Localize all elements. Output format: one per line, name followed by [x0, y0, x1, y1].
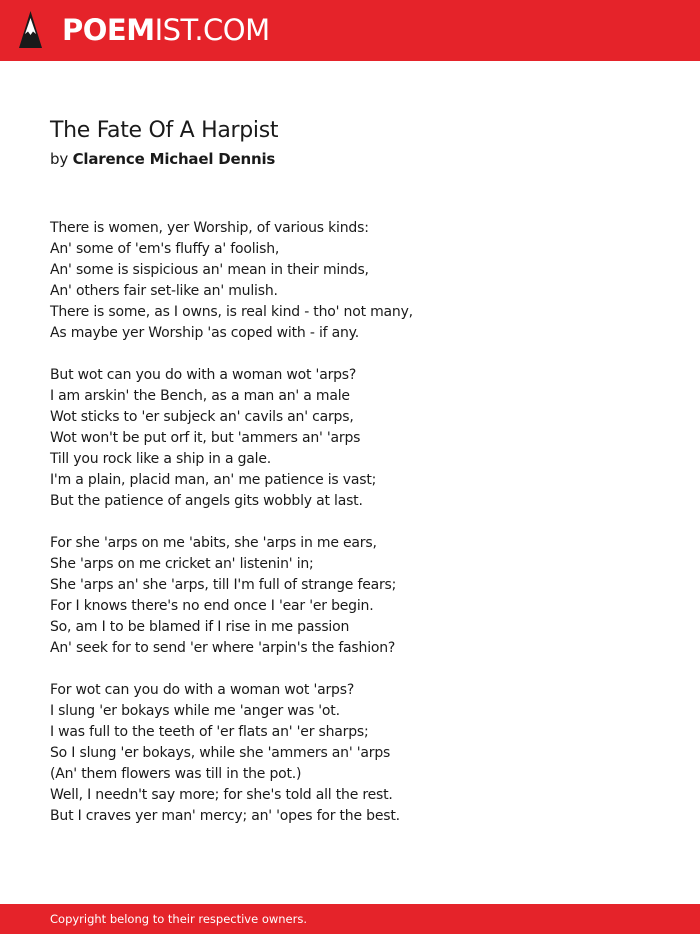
- poem-byline: [50, 149, 275, 169]
- poem-line: Till you rock like a ship in a gale.: [50, 451, 272, 467]
- poem-body: [50, 218, 670, 848]
- poem-line: (An' them flowers was till in the pot.): [50, 766, 302, 782]
- poem-line: An' others fair set-like an' mulish.: [50, 283, 278, 299]
- site-header: [0, 0, 700, 61]
- poem-line: Well, I needn't say more; for she's told all the rest.: [50, 787, 393, 803]
- site-footer: [0, 904, 700, 934]
- poem-line: Wot sticks to 'er subjeck an' cavils an' carps,: [50, 409, 354, 425]
- copyright-text: Copyright belong to their respective owners.: [50, 912, 308, 926]
- poem-line: For I knows there's no end once I 'ear 'er begin.: [50, 598, 374, 614]
- poem-title: The Fate Of A Harpist: [50, 118, 279, 143]
- poem-line: She 'arps on me cricket an' listenin' in;: [50, 556, 314, 572]
- poem-line: I slung 'er bokays while me 'anger was 'ot.: [50, 703, 340, 719]
- poem-author: Clarence Michael Dennis: [72, 150, 276, 168]
- logo-text-bold: POEM: [62, 13, 155, 47]
- poem-stanza: [50, 533, 670, 659]
- poem-line: As maybe yer Worship 'as coped with - if any.: [50, 325, 360, 341]
- poem-line: There is women, yer Worship, of various kinds:: [50, 220, 369, 236]
- poem-line: She 'arps an' she 'arps, till I'm full of strange fears;: [50, 577, 397, 593]
- poem-line: But the patience of angels gits wobbly at last.: [50, 493, 363, 509]
- site-logo[interactable]: [62, 12, 270, 48]
- poem-line: An' some of 'em's fluffy a' foolish,: [50, 241, 280, 257]
- by-label: by: [50, 150, 68, 168]
- poem-line: So I slung 'er bokays, while she 'ammers an' 'arps: [50, 745, 391, 761]
- poem-stanza: [50, 365, 670, 512]
- poem-line: But wot can you do with a woman wot 'arps?: [50, 367, 357, 383]
- poem-stanza: [50, 680, 670, 827]
- pencil-logo-icon[interactable]: [18, 10, 43, 50]
- poem-line: Wot won't be put orf it, but 'ammers an' 'arps: [50, 430, 361, 446]
- poem-line: I'm a plain, placid man, an' me patience is vast;: [50, 472, 377, 488]
- poem-line: I was full to the teeth of 'er flats an' 'er sharps;: [50, 724, 369, 740]
- poem-line: For she 'arps on me 'abits, she 'arps in me ears,: [50, 535, 377, 551]
- poem-stanza: [50, 218, 670, 344]
- poem-line: But I craves yer man' mercy; an' 'opes for the best.: [50, 808, 400, 824]
- poem-line: An' seek for to send 'er where 'arpin's the fashion?: [50, 640, 396, 656]
- poem-line: So, am I to be blamed if I rise in me passion: [50, 619, 350, 635]
- poem-line: There is some, as I owns, is real kind - tho' not many,: [50, 304, 413, 320]
- logo-text-light: IST.COM: [154, 13, 270, 47]
- poem-line: For wot can you do with a woman wot 'arps?: [50, 682, 355, 698]
- poem-line: An' some is sispicious an' mean in their minds,: [50, 262, 369, 278]
- poem-line: I am arskin' the Bench, as a man an' a male: [50, 388, 350, 404]
